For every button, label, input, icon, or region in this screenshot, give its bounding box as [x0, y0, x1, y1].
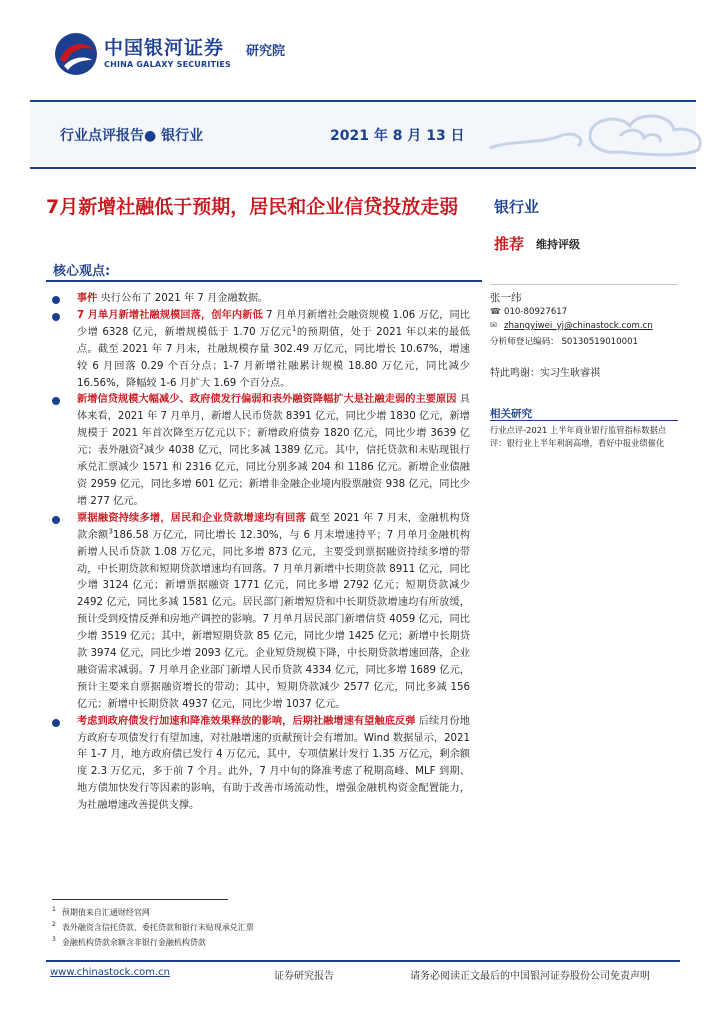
bullet-text: 具体来看，2021 年 7 月单月，新增人民币贷款 8391 亿元，同比少增 1830 亿元，新增规模于 2021 年首次降至万亿元以下；新增政府债券 1820 亿元，同比少增 3639 亿元；表外融资 [77, 394, 470, 457]
brand-name-cn: 中国银河证券 [104, 37, 225, 59]
footnote-text: 金融机构贷款余额含非银行金融机构贷款 [61, 938, 206, 947]
list-item [52, 392, 470, 510]
footnote [52, 922, 254, 933]
analyst-cert: 分析师登记编码： S0130519010001 [490, 337, 639, 347]
bullet-heading: 7 月单月新增社融规模回落，创年内新低 [77, 309, 263, 321]
report-title: 7月新增社融低于预期，居民和企业信贷投放走弱 [46, 196, 459, 218]
report-date: 2021 年 8 月 13 日 [330, 128, 465, 144]
related-research-heading: 相关研究 [490, 408, 532, 420]
rating-note: 维持评级 [536, 238, 580, 251]
brand-name-en: CHINA GALAXY SECURITIES [104, 60, 231, 69]
bullet-heading: 票据融资持续多增，居民和企业贷款增速均有回落 [77, 512, 306, 524]
bullet-text: 截至 2021 年 7 月末，金融机构贷款余额 [77, 512, 470, 541]
analyst-phone-row [490, 307, 567, 317]
research-label: 研究院 [246, 44, 286, 59]
footnote-number: 1 [52, 906, 56, 914]
list-item [52, 291, 470, 308]
footnote-ref: 1 [291, 324, 297, 333]
bullet-text-tail: 减少 4038 亿元，同比多减 1389 亿元。其中，信托贷款和未贴现银行承兑汇票减少 1571 和 2316 亿元，同比分别多减 204 和 1186 亿元。新增企业债融资 2959 亿元，同比多增 601 亿元；新增非金融企业境内股票融资 938 亿元，同比少增 277 亿元。 [77, 445, 470, 507]
core-views-list [52, 291, 470, 815]
related-research-link[interactable]: 行业点评-2021 上半年商业银行监管指标数据点评：银行业上半年利润高增，看好中报业绩催化 [490, 425, 667, 448]
footnote [52, 907, 150, 918]
related-research-rule [490, 420, 678, 421]
bullet-dot-icon [52, 397, 60, 405]
phone-icon: ☎ [490, 307, 501, 317]
core-views-heading: 核心观点: [53, 264, 111, 279]
list-item [52, 308, 470, 393]
analyst-phone: 010-80927617 [504, 307, 568, 317]
analyst-email-link[interactable]: zhangyiwei_yj@chinastock.com.cn [504, 321, 653, 331]
bullet-heading: 新增信贷规模大幅减少、政府债发行偏弱和表外融资降幅扩大是社融走弱的主要原因 [77, 394, 457, 406]
bullet-heading: 考虑到政府债发行加速和降准效果释放的影响，后期社融增速有望触底反弹 [77, 715, 416, 727]
footnote-rule [52, 899, 228, 900]
footnote-ref: 3 [108, 527, 113, 536]
header-rule-bottom [30, 167, 696, 169]
analyst-email-row [490, 321, 653, 331]
footer-website-link[interactable]: www.chinastock.com.cn [50, 967, 170, 978]
footnote-text: 预期值来自汇通财经官网 [61, 908, 150, 917]
report-type: 行业点评报告● 银行业 [60, 128, 204, 144]
list-item [52, 714, 470, 815]
core-views-rule [46, 280, 482, 282]
bullet-dot-icon [52, 719, 60, 727]
footnote-ref: 2 [139, 442, 144, 451]
footnote-text: 表外融资含信托贷款、委托贷款和银行未贴现承兑汇票 [61, 923, 254, 932]
intern-thanks: 特此鸣谢：实习生耿睿祺 [490, 368, 600, 379]
footnote-number: 2 [52, 921, 56, 929]
industry-label: 银行业 [494, 198, 540, 216]
analyst-rule [490, 284, 678, 285]
bullet-text: 央行公布了 2021 年 7 月金融数据。 [97, 293, 269, 304]
footer-rule [46, 960, 680, 962]
rating-label: 推荐 [494, 235, 525, 253]
bullet-dot-icon [52, 313, 60, 321]
bullet-dot-icon [52, 296, 60, 304]
analyst-name: 张一纬 [490, 292, 522, 304]
bullet-text: 后续月份地方政府专项债发行有望加速，对社融增速的贡献预计会有增加。Wind 数据显示，2021 年 1-7 月，地方政府债已发行 4 万亿元，其中，专项债累计发行 1.35 万亿元，剩余额度 2.3 万亿元，多于前 7 个月。此外，7 月中旬的降准考虑了税期高峰、MLF 到期、地方债加快发行等因素的影响，有助于改善市场流动性，增强金融机构资金配置能力，为社融增速改善提供支撑。 [77, 715, 470, 812]
footnote-number: 3 [52, 936, 56, 944]
email-icon: ✉ [490, 321, 498, 331]
bullet-text: 7 月单月新增社会融资规模 1.06 万亿，同比少增 6328 亿元，新增规模低于 1.70 万亿元 [77, 309, 470, 338]
bullet-dot-icon [52, 516, 60, 524]
bullet-text-tail: 的预期值，处于 2021 年以来的最低点。截至 2021 年 7 月末，社融规模存量 302.49 万亿元，同比增长 10.67%，增速较 6 月回落 0.29 个百分点；1-7 月新增社融累计规模 18.80 万亿元，同比减少 16.56%，降幅较 1-6 月扩大 1.69 个百分点。 [77, 326, 470, 389]
footer-report-label: 证券研究报告 [274, 971, 334, 982]
bullet-heading: 事件 [77, 293, 98, 304]
list-item [52, 511, 470, 714]
galaxy-logo-icon [52, 30, 100, 78]
bullet-text-tail: 186.58 万亿元，同比增长 12.30%，与 6 月末增速持平；7 月单月金融机构新增人民币贷款 1.08 万亿元，同比多增 873 亿元，主要受到票据融资持续多增的带动，中长期贷款和短期贷款增速均有回落。7 月单月新增中长期贷款 8911 亿元，同比少增 3124 亿元；新增票据融资 1771 亿元，同比多增 2792 亿元；短期贷款减少 2492 亿元，同比多减 1581 亿元。居民部门新增短贷和中长期贷款增速均有所放缓，预计受到疫情反弹和房地产调控的影响。7 月单月居民部门新增信贷 4059 亿元，同比少增 3519 亿元；其中，新增短期贷款 85 亿元，同比少增 1425 亿元；新增中长期贷款 3974 亿元，同比少增 2093 亿元。企业短贷规模下降，中长期贷款增速回落，企业融资需求减弱。7 月单月企业部门新增人民币贷款 4334 亿元，同比多增 1689 亿元，预计主要来自票据融资增长的带动；其中，短期贷款减少 2577 亿元，同比多减 156 亿元；新增中长期贷款 4937 亿元，同比少增 1037 亿元。 [77, 529, 470, 710]
footnote [52, 937, 206, 948]
header-rule-top [30, 100, 696, 102]
footer-disclaimer: 请务必阅读正文最后的中国银河证券股份公司免责声明 [410, 971, 650, 982]
